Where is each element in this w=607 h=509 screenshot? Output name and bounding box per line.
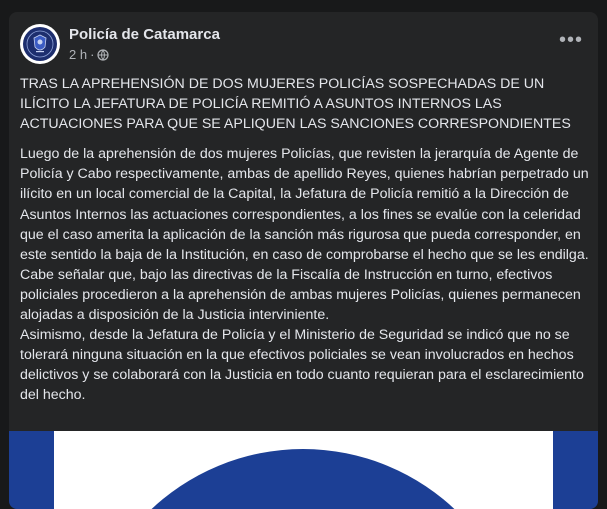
- more-options-icon[interactable]: •••: [558, 29, 583, 51]
- post-meta: [69, 47, 109, 62]
- post-paragraph: Luego de la aprehensión de dos mujeres Policías, que revisten la jerarquía de Agente de Policía y Cabo respectivamente, ambas de apellido Reyes, quienes habrían perpetrado un ilícito en un local comercial de la Capital, la Jefatura de Policía remitió a la Dirección de Asuntos Internos las actuaciones correspondientes, a los fines se evalúe con la celeridad que el caso amerita la aplicación de la sanción más rigurosa que pueda corresponder, en este sentido la baja de la Institución, en caso de comprobarse el hecho que se les endilga.: [20, 146, 589, 263]
- post-timestamp[interactable]: 2 h: [69, 47, 88, 62]
- meta-separator: ·: [90, 47, 95, 62]
- image-blue-circle: [82, 449, 524, 509]
- page-avatar[interactable]: [20, 24, 60, 64]
- post-header: [9, 12, 598, 70]
- post-body: [20, 74, 590, 406]
- post-paragraph: Asimismo, desde la Jefatura de Policía y el Ministerio de Seguridad se indicó que no se tolerará ninguna situación en la que efectivos policiales se vean involucrados en hechos delictivos y se colaborará con la Justicia en todo cuanto requieran para el esclarecimiento del hecho.: [20, 327, 584, 404]
- post-paragraph: Cabe señalar que, bajo las directivas de la Fiscalía de Instrucción en turno, efectivos policiales procedieron a la aprehensión de ambas mujeres Policías, quienes permanecen alojadas a disposición de la Justicia interviniente.: [20, 266, 581, 324]
- globe-icon[interactable]: [97, 49, 109, 61]
- post-image[interactable]: [9, 431, 598, 509]
- police-badge-logo: [23, 27, 57, 61]
- post-card: [9, 12, 598, 509]
- page-name-link[interactable]: Policía de Catamarca: [69, 26, 220, 43]
- post-headline: TRAS LA APREHENSIÓN DE DOS MUJERES POLICÍAS SOSPECHADAS DE UN ILÍCITO LA JEFATURA DE POLICÍA REMITIÓ A ASUNTOS INTERNOS LAS ACTUACIONES PARA QUE SE APLIQUEN LAS SANCIONES CORRESPONDIENTES: [20, 76, 571, 133]
- image-white-panel: [54, 431, 553, 509]
